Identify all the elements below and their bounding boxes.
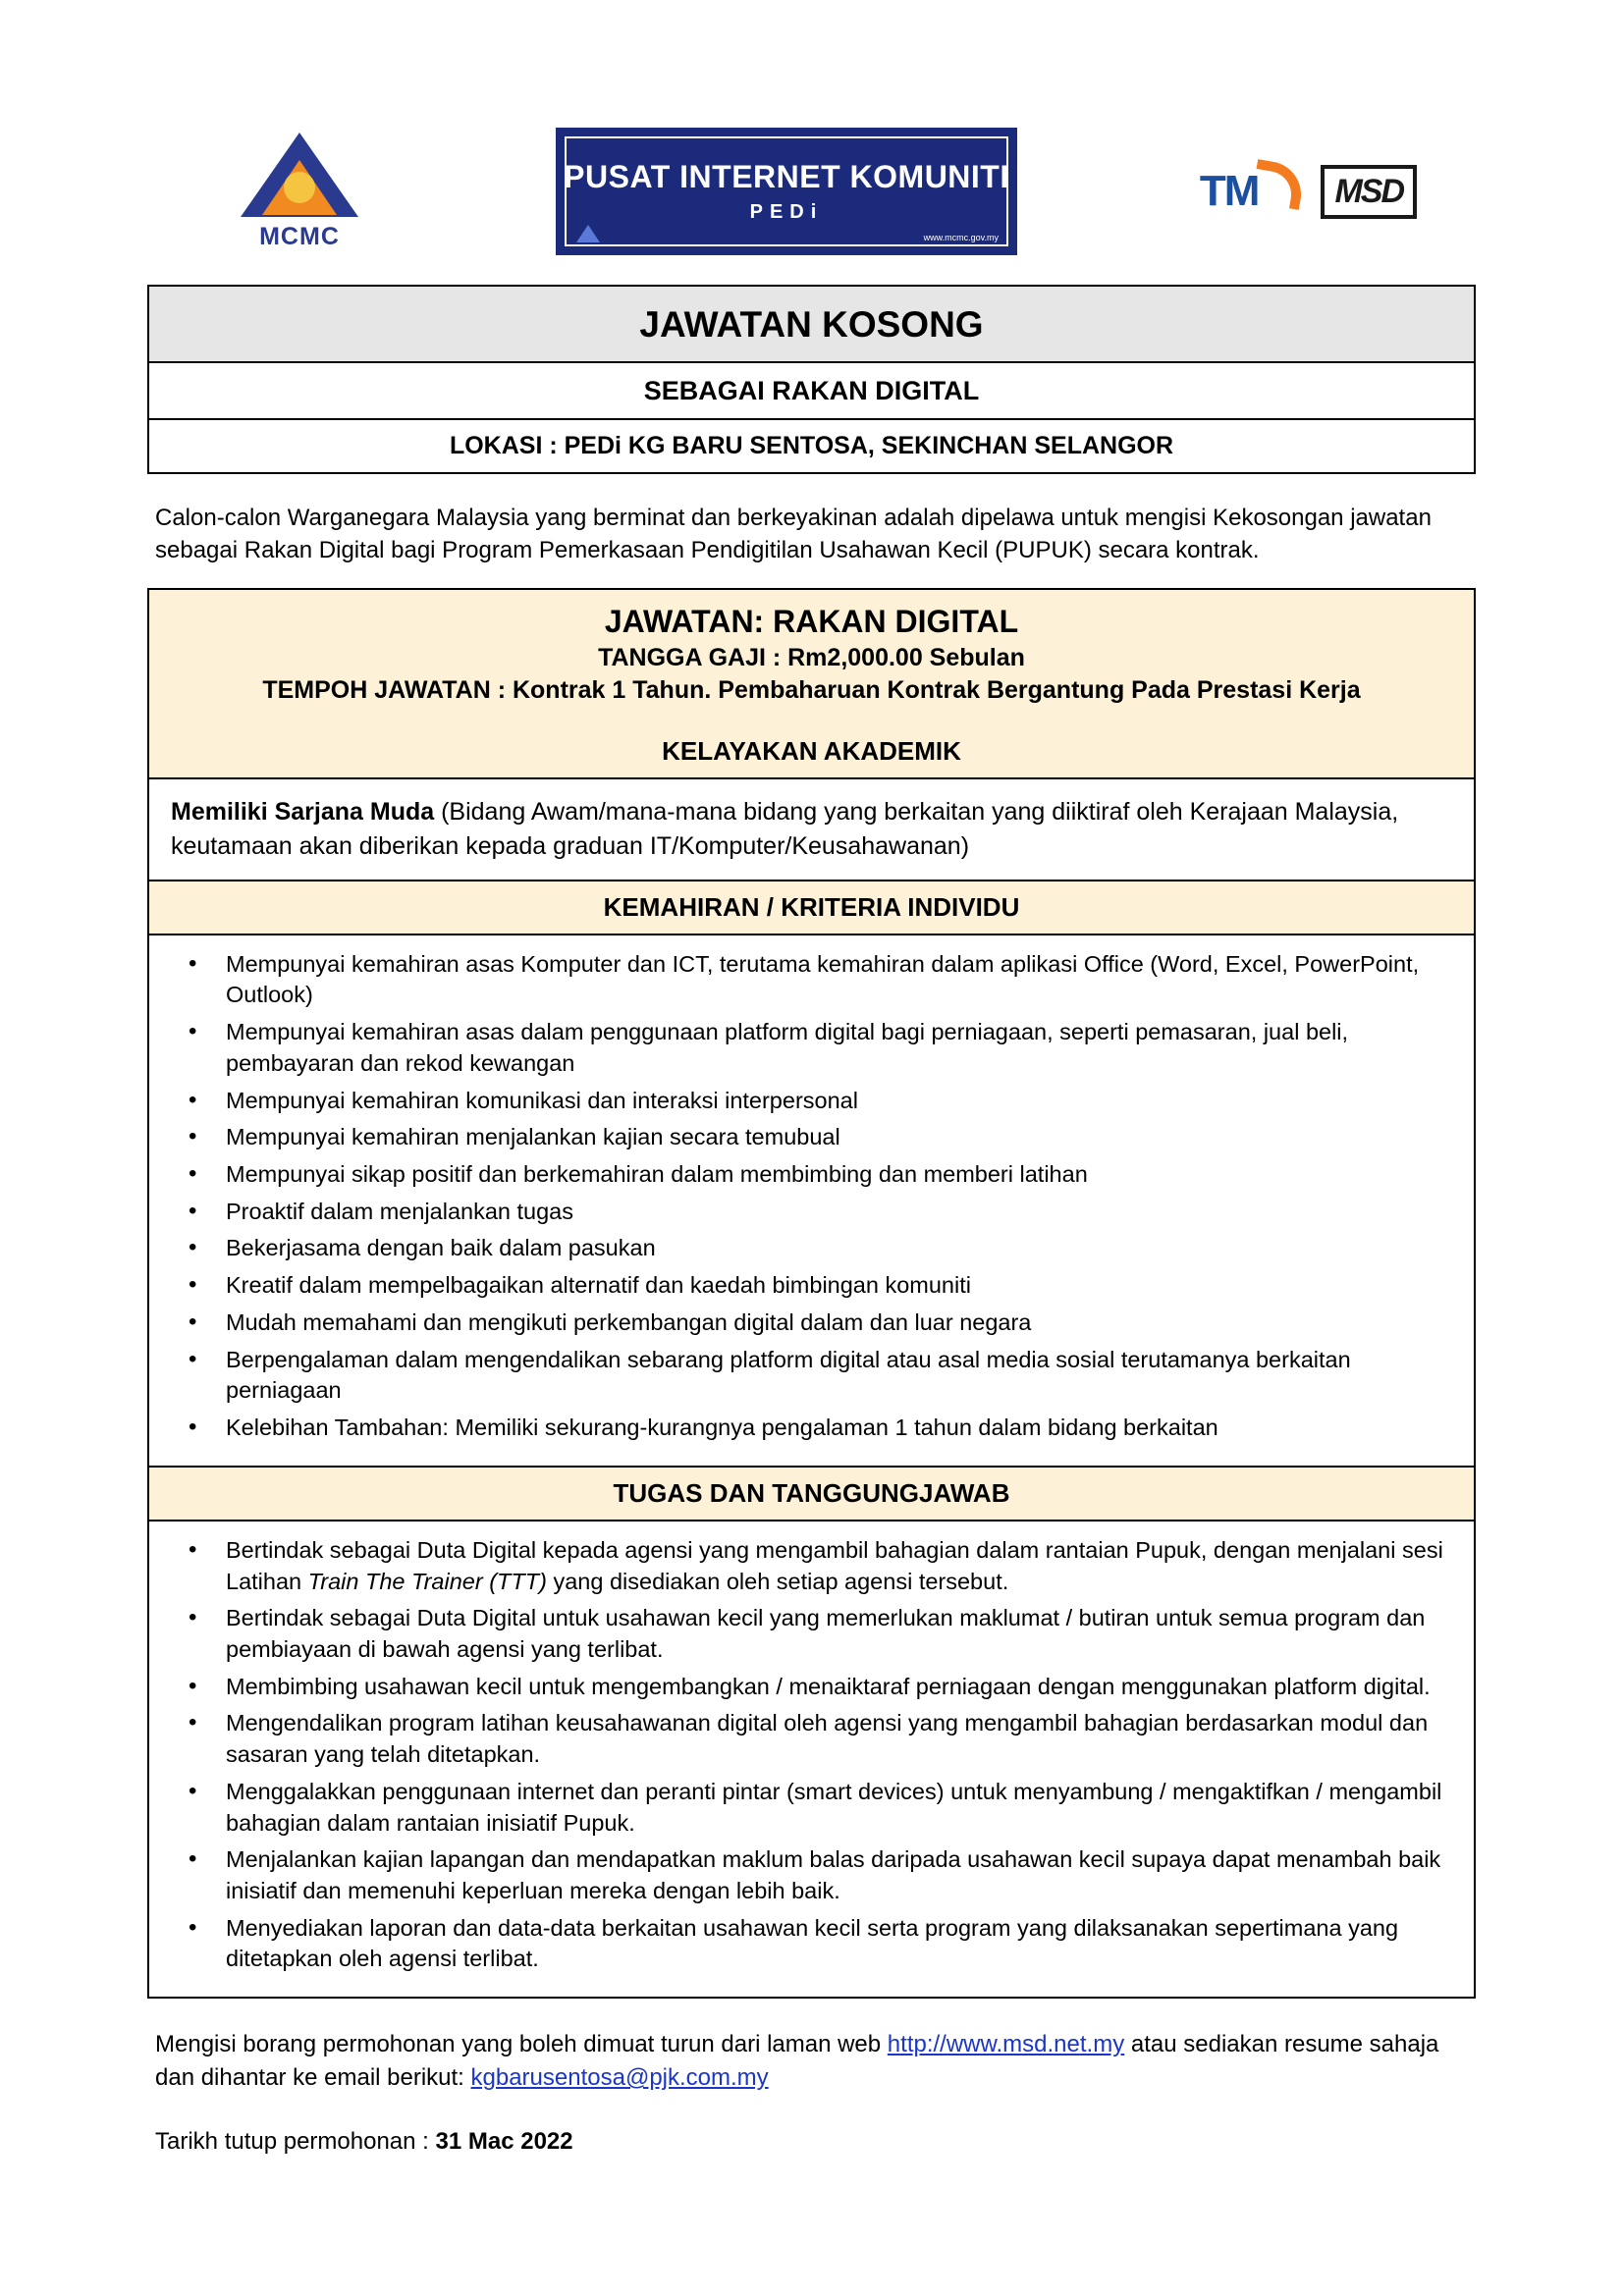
closing-date-line <box>155 2128 1468 2156</box>
list-item <box>175 1603 1448 1665</box>
list-item: • Mempunyai kemahiran asas dalam penggunaan platform digital bagi perniagaan, seperti pemasaran, jual beli, pembayaran dan rekod kewangan <box>175 1017 1448 1079</box>
instructions-prefix: Mengisi borang permohonan yang boleh dimuat turun dari laman web <box>155 2031 888 2058</box>
pedi-title: PUSAT INTERNET KOMUNITI <box>564 159 1009 194</box>
mcmc-label: MCMC <box>259 222 340 250</box>
list-item: • Kelebihan Tambahan: Memiliki sekurang-kurangnya pengalaman 1 tahun dalam bidang berkaitan <box>175 1413 1448 1444</box>
tm-logo <box>1200 167 1304 216</box>
akademik-text <box>149 779 1474 881</box>
list-item: • Kreatif dalam mempelbagaikan alternatif dan kaedah bimbingan komuniti <box>175 1270 1448 1302</box>
website-link[interactable]: http://www.msd.net.my <box>887 2031 1125 2058</box>
job-tenure: TEMPOH JAWATAN : Kontrak 1 Tahun. Pembaharuan Kontrak Bergantung Pada Prestasi Kerja <box>262 676 1361 705</box>
email-link[interactable]: kgbarusentosa@pjk.com.my <box>470 2064 769 2092</box>
list-item: • Mempunyai kemahiran asas Komputer dan ICT, terutama kemahiran dalam aplikasi Office (Word, Excel, PowerPoint, Outlook) <box>175 949 1448 1011</box>
page-location: LOKASI : PEDi KG BARU SENTOSA, SEKINCHAN SELANGOR <box>449 432 1174 459</box>
list-item-text: Mengendalikan program latihan keusahawanan digital oleh agensi yang mengambil bahagian berdasarkan modul dan sasaran yang telah ditetapkan. <box>226 1710 1429 1768</box>
application-instructions <box>155 2028 1468 2095</box>
closing-date-value: 31 Mac 2022 <box>435 2128 573 2156</box>
list-item-text: Menjalankan kajian lapangan dan mendapatkan maklum balas daripada usahawan kecil supaya dapat menambah baik inisiatif dan memenuhi keperluan mereka dengan lebih baik. <box>226 1846 1441 1903</box>
list-item <box>175 1672 1448 1703</box>
list-item: • Bekerjasama dengan baik dalam pasukan <box>175 1233 1448 1264</box>
akademik-bold: Memiliki Sarjana Muda <box>171 797 435 826</box>
closing-date-label: Tarikh tutup permohonan : <box>155 2128 436 2156</box>
section-header-tugas: TUGAS DAN TANGGUNGJAWAB <box>149 1468 1474 1522</box>
akademik-rest: (Bidang Awam/mana-mana bidang yang berkaitan yang diiktiraf oleh Kerajaan Malaysia, keutamaan akan diberikan kepada graduan IT/Komputer/Keusahawanan) <box>171 797 1399 860</box>
mcmc-logo <box>226 133 373 251</box>
pedi-triangle-icon <box>576 225 600 242</box>
tugas-list <box>149 1522 1474 1997</box>
list-item: • Berpengalaman dalam mengendalikan sebarang platform digital atau asal media sosial terutamanya berkaitan perniagaan <box>175 1345 1448 1407</box>
list-item-emphasis: Train The Trainer (TTT) <box>307 1568 547 1594</box>
instructions-middle: atau sediakan resume sahaja dan dihantar ke email berikut: <box>155 2031 1439 2092</box>
list-item: • Mempunyai kemahiran menjalankan kajian secara temubual <box>175 1122 1448 1153</box>
msd-logo: MSD <box>1321 165 1417 219</box>
list-item-text: Menggalakkan penggunaan internet dan peranti pintar (smart devices) untuk menyambung / mengaktifkan / mengambil bahagian dalam rantaian inisiatif Pupuk. <box>226 1778 1442 1836</box>
list-item-text: Bertindak sebagai Duta Digital kepada agensi yang mengambil bahagian dalam rantaian Pupuk, dengan menjalani sesi Latihan <box>226 1536 1443 1594</box>
list-item: • Mudah memahami dan mengikuti perkembangan digital dalam dan luar negara <box>175 1308 1448 1339</box>
kemahiran-list <box>149 935 1474 1468</box>
section-header-akademik: KELAYAKAN AKADEMIK <box>149 725 1474 779</box>
job-summary-band <box>149 590 1474 725</box>
title-block <box>147 285 1476 474</box>
list-item-text-tail: yang disediakan oleh setiap agensi tersebut. <box>546 1568 1009 1594</box>
list-item: • Mempunyai sikap positif dan berkemahiran dalam membimbing dan memberi latihan <box>175 1159 1448 1191</box>
list-item: • Mempunyai kemahiran komunikasi dan interaksi interpersonal <box>175 1086 1448 1117</box>
logo-header <box>147 108 1476 275</box>
mcmc-triangle-icon <box>241 133 358 217</box>
list-item-text: Menyediakan laporan dan data-data berkaitan usahawan kecil serta program yang dilaksanakan sepertimana yang ditetapkan oleh agensi terlibat. <box>226 1914 1399 1972</box>
intro-paragraph: Calon-calon Warganegara Malaysia yang berminat dan berkeyakinan adalah dipelawa untuk mengisi Kekosongan jawatan sebagai Rakan Digital bagi Program Pemerkasaan Pendigitilan Usahawan Kecil (PUPUK) secara kontrak. <box>155 505 1432 564</box>
list-item-text: Bertindak sebagai Duta Digital untuk usahawan kecil yang memerlukan maklumat / butiran untuk semua program dan pembiayaan di bawah agensi yang terlibat. <box>226 1605 1426 1662</box>
partner-logos <box>1200 165 1417 219</box>
job-salary: TANGGA GAJI : Rm2,000.00 Sebulan <box>598 644 1025 672</box>
list-item: • Proaktif dalam menjalankan tugas <box>175 1197 1448 1228</box>
pedi-url: www.mcmc.gov.my <box>923 233 999 242</box>
pedi-logo <box>556 128 1017 255</box>
list-item <box>175 1844 1448 1906</box>
list-item <box>175 1777 1448 1839</box>
tm-swoosh-icon <box>1251 159 1307 210</box>
tm-label: TM <box>1199 167 1259 215</box>
section-header-kemahiran: KEMAHIRAN / KRITERIA INDIVIDU <box>149 881 1474 935</box>
job-title: JAWATAN: RAKAN DIGITAL <box>604 604 1019 640</box>
list-item-text: Membimbing usahawan kecil untuk mengembangkan / menaiktaraf perniagaan dengan menggunakan platform digital. <box>226 1673 1431 1699</box>
list-item <box>175 1708 1448 1770</box>
details-table <box>147 588 1476 1999</box>
page-title: JAWATAN KOSONG <box>149 287 1474 363</box>
list-item <box>175 1913 1448 1975</box>
page-subtitle: SEBAGAI RAKAN DIGITAL <box>149 363 1474 420</box>
pedi-subtitle: PEDi <box>749 201 824 223</box>
list-item <box>175 1535 1448 1597</box>
